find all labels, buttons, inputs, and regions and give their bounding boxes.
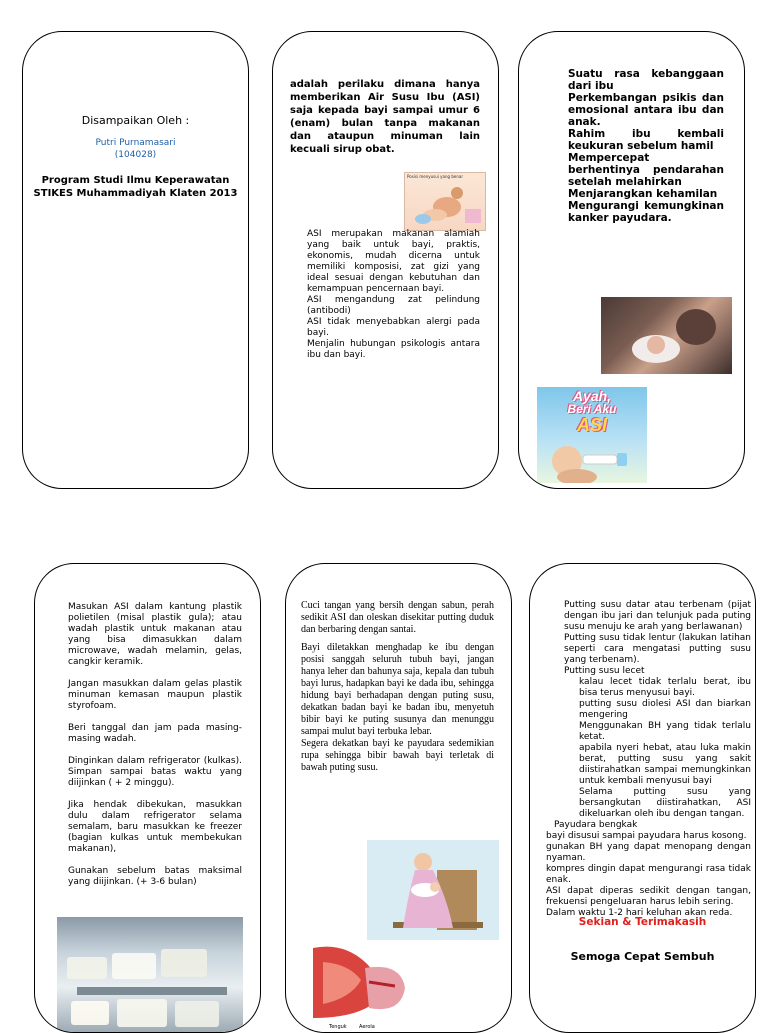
mother-nursing-chair-illustration (367, 840, 499, 940)
diagram-label-aerola: Aerola (359, 1024, 375, 1030)
author-nim: (104028) (114, 150, 157, 160)
solution-item: ASI dapat diperas sedikit dengan tangan, frekuensi pengeluaran harus lebih sering. (546, 886, 751, 907)
storage-step: Jangan masukkan dalam gelas plastik minuman kemasan maupun plastik styrofoam. (68, 679, 242, 711)
illustration-caption: Posisi menyusui yang benar (407, 174, 463, 179)
mother-benefit-item: Mengurangi kemungkinan kanker payudara. (568, 200, 724, 224)
poster-title-line-3: ASI (576, 415, 607, 435)
latch-anatomy-diagram (313, 942, 406, 1033)
poster-title-line-2: Beri Aku (567, 402, 617, 416)
mother-breastfeeding-photo (601, 297, 732, 374)
technique-step: Cuci tangan yang bersih dengan sabun, perah sedikit ASI dan oleskan disekitar putting duduk dan berbaring dengan santai. (301, 600, 494, 635)
storage-step: Beri tanggal dan jam pada masing-masing wadah. (68, 723, 242, 744)
storage-step: Jika hendak dibekukan, masukkan dulu dalam refrigerator selama semalam, baru masukkan ke freezer (bagian kulkas untuk membekukan makanan), (68, 800, 242, 854)
ayah-beri-aku-asi-poster (537, 387, 647, 483)
solution-item: Selama putting susu yang bersangkutan diistirahatkan, ASI dikeluarkan oleh ibu dengan tangan. (579, 787, 751, 819)
mother-benefit-item: Suatu rasa kebanggaan dari ibu (568, 68, 724, 92)
panel-breastfeeding-problems (529, 563, 756, 1033)
author-name: Putri Purnamasari (95, 138, 176, 148)
mother-benefits-list (568, 68, 724, 224)
technique-step: Segera dekatkan bayi ke payudara sedemikian rupa sehingga bibir bawah bayi terletak di bawah puting susu. (301, 738, 494, 773)
get-well-message: Semoga Cepat Sembuh (570, 950, 715, 963)
solution-item: bayi disusui sampai payudara harus kosong. (546, 831, 747, 841)
problem-item: Putting susu lecet (564, 666, 645, 676)
mother-benefit-item: Menjarangkan kehamilan (568, 188, 718, 200)
problems-list (546, 600, 751, 919)
mother-benefit-item: Perkembangan psikis dan emosional antara ibu dan anak. (568, 92, 724, 128)
problem-item: Putting susu datar atau terbenam (pijat dengan ibu jari dan telunjuk pada puting susu menuju ke arah yang berlawanan) (564, 600, 751, 632)
solution-item: Menggunakan BH yang tidak terlalu ketat. (579, 721, 751, 742)
solution-item: Dalam waktu 1-2 hari keluhan akan reda. (546, 908, 733, 918)
presented-by-heading: Disampaikan Oleh : (81, 114, 190, 127)
storage-step: Gunakan sebelum batas maksimal yang diijinkan. (+ 3-6 bulan) (68, 866, 242, 887)
benefit-item: ASI merupakan makanan alamiah yang baik untuk bayi, praktis, ekonomis, mudah dicerna untuk memiliki komposisi, zat gizi yang ideal sesuai dengan kebutuhan dan kemampuan pencernaan bayi. (307, 229, 480, 294)
mother-benefit-item: Rahim ibu kembali keukuran sebelum hamil (568, 128, 724, 152)
asi-benefits-list (307, 229, 480, 361)
panel-cover-info (22, 31, 249, 489)
exclusive-asi-definition: adalah perilaku dimana hanya memberikan Air Susu Ibu (ASI) saja kepada bayi sampai umur 6 (enam) bulan tanpa makanan dan ataupun minuman lain kecuali sirup obat. (290, 79, 480, 155)
storage-step: Masukan ASI dalam kantung plastik polietilen (misal plastik gula); atau wadah plastik untuk makanan atau yang bisa dimasukkan dalam microwave, wadah melamin, gelas, cangkir keramik. (68, 602, 242, 667)
problem-item: Payudara bengkak (554, 820, 638, 830)
panel-asi-storage (34, 563, 261, 1033)
benefit-item: Menjalin hubungan psikologis antara ibu dan bayi. (307, 339, 480, 360)
panel-mother-benefits (518, 31, 745, 489)
program-line-1: Program Studi Ilmu Keperawatan (41, 175, 230, 186)
benefit-item: ASI tidak menyebabkan alergi pada bayi. (307, 317, 480, 338)
technique-step: Bayi diletakkan menghadap ke ibu dengan posisi sanggah seluruh tubuh bayi, jangan hanya leher dan bahunya saja, kepala dan tubuh bayi lurus, hadapkan bayi ke dada ibu, sehingga hidung bayi berhadapan dengan puting susu, dekatkan badan bayi ke badan ibu, menyetuh bibir bayi ke puting susunya dan menunggu sampai mulut bayi terbuka lebar. (301, 642, 494, 737)
panel-breastfeeding-technique (285, 563, 512, 1033)
solution-item: putting susu diolesi ASI dan biarkan mengering (579, 699, 751, 720)
solution-item: gunakan BH yang dapat menopang dengan nyaman. (546, 842, 751, 863)
frozen-breastmilk-freezer-photo (57, 917, 243, 1033)
thanks-heading: Sekian & Terimakasih (578, 916, 707, 928)
diagram-label-tenguk: Tenguk (329, 1024, 347, 1030)
solution-item: kalau lecet tidak terlalu berat, ibu bisa terus menyusui bayi. (579, 677, 751, 698)
solution-item: apabila nyeri hebat, atau luka makin berat, putting susu yang sakit diistirahatkan sampai memungkinkan untuk kembali menyusui bayi (579, 743, 751, 786)
mother-benefit-item: Mempercepat berhentinya pendarahan setelah melahirkan (568, 152, 724, 188)
panel-asi-benefits (272, 31, 499, 489)
storage-instructions (68, 602, 242, 888)
solution-item: kompres dingin dapat mengurangi rasa tidak enak. (546, 864, 751, 885)
program-line-2: STIKES Muhammadiyah Klaten 2013 (33, 188, 238, 199)
problem-item: Putting susu tidak lentur (lakukan latihan seperti cara mengatasi putting susu yang terbenam). (564, 633, 751, 665)
technique-instructions (301, 600, 494, 774)
benefit-item: ASI mengandung zat pelindung (antibodi) (307, 295, 480, 316)
poster-title-line-1: Ayah, (572, 388, 612, 404)
breastfeeding-position-illustration (404, 172, 486, 231)
storage-step: Dinginkan dalam refrigerator (kulkas). Simpan sampai batas waktu yang diijinkan ( + 2 minggu). (68, 756, 242, 788)
